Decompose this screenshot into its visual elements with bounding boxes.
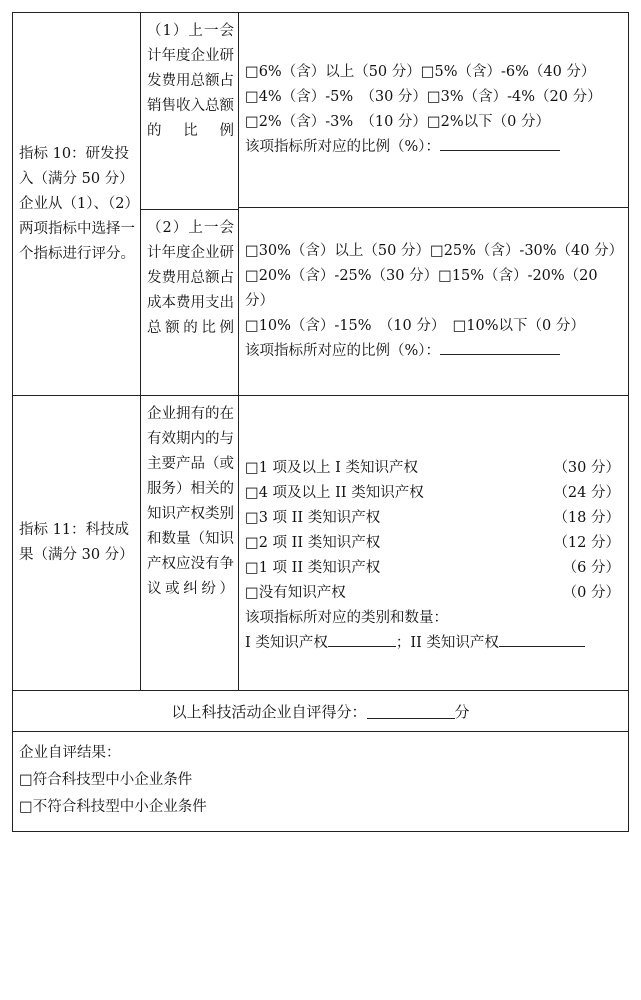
ip-option[interactable]: □没有知识产权 （0 分） — [245, 585, 620, 601]
self-evaluation-option-unqualified[interactable]: □不符合科技型中小企业条件 — [19, 799, 207, 815]
type2-label: II 类知识产权 — [410, 635, 499, 651]
ratio-label: 该项指标所对应的比例（%）： — [245, 139, 441, 155]
option-line — [245, 110, 620, 135]
separator: ； — [395, 635, 411, 651]
count-line — [245, 631, 620, 656]
self-score-row — [13, 691, 628, 732]
self-score-blank[interactable] — [367, 704, 455, 719]
ip-option[interactable]: □3 项 II 类知识产权 （18 分） — [245, 510, 620, 526]
checkbox-option[interactable]: □3%（含）-4%（20 分） — [426, 89, 602, 105]
checkbox-option[interactable]: □4%（含）-5% （30 分） — [245, 89, 427, 105]
indicator-11-options-col — [239, 396, 628, 690]
evaluation-form — [12, 12, 629, 832]
indicator-11-title-cell — [13, 396, 141, 690]
ratio-blank[interactable] — [440, 340, 560, 355]
count-label: 该项指标所对应的类别和数量： — [245, 610, 448, 626]
indicator-10-options-col — [239, 13, 628, 395]
ratio-blank[interactable] — [440, 136, 560, 151]
indicator-11-row — [13, 396, 628, 691]
checkbox-option[interactable]: □2%（含）-3% （10 分） — [245, 114, 427, 130]
indicator-10-desc-col — [141, 13, 239, 395]
ratio-line — [245, 135, 620, 160]
indicator-11-title: 指标 11：科技成果（满分 30 分） — [19, 522, 134, 563]
ratio-line — [245, 339, 620, 364]
ip-option[interactable]: □2 项 II 类知识产权 （12 分） — [245, 535, 620, 551]
type1-label: I 类知识产权 — [245, 635, 328, 651]
indicator-11-options — [239, 396, 628, 690]
indicator-10-sub2-options — [239, 207, 628, 395]
ip-option[interactable]: □1 项及以上 I 类知识产权 （30 分） — [245, 460, 620, 476]
indicator-10-title: 指标 10：研发投入（满分 50 分）企业从（1）、（2）两项指标中选择一个指标进行评分。 — [19, 145, 135, 262]
indicator-10-sub1-desc: （1）上一会计年度企业研发费用总额占销售收入总额的比例 — [147, 23, 234, 139]
indicator-11-desc: 企业拥有的在有效期内的与主要产品（或服务）相关的知识产权类别和数量（知识产权应没有争议或纠纷） — [147, 406, 234, 597]
ratio-label: 该项指标所对应的比例（%）： — [245, 343, 441, 359]
type2-blank[interactable] — [499, 632, 585, 647]
checkbox-option[interactable]: □20%（含）-25%（30 分）□15%（含）-20%（20 分） — [245, 268, 598, 309]
self-evaluation — [13, 732, 628, 831]
ip-option[interactable]: □4 项及以上 II 类知识产权 （24 分） — [245, 485, 620, 501]
ip-option[interactable]: □1 项 II 类知识产权 （6 分） — [245, 560, 620, 576]
checkbox-option[interactable]: □10%（含）-15% （10 分） □10%以下（0 分） — [245, 318, 585, 334]
indicator-10-sub2-desc: （2）上一会计年度企业研发费用总额占成本费用支出总额的比例 — [141, 209, 238, 395]
self-evaluation-label: 企业自评结果： — [19, 745, 121, 761]
self-score-unit: 分 — [454, 702, 470, 721]
self-evaluation-option-qualified[interactable]: □符合科技型中小企业条件 — [19, 772, 193, 788]
option-line — [245, 85, 620, 110]
indicator-10-title-cell — [13, 13, 141, 395]
option-line — [245, 60, 620, 85]
indicator-10-row — [13, 13, 628, 396]
indicator-11-desc-col — [141, 396, 239, 690]
checkbox-option[interactable]: □30%（含）以上（50 分）□25%（含）-30%（40 分） — [245, 243, 624, 259]
checkbox-option[interactable]: □2%以下（0 分） — [426, 114, 550, 130]
checkbox-option[interactable]: □6%（含）以上（50 分） — [245, 64, 421, 80]
type1-blank[interactable] — [328, 632, 396, 647]
indicator-10-sub1-options — [239, 13, 628, 207]
checkbox-option[interactable]: □5%（含）-6%（40 分） — [420, 64, 596, 80]
self-score-label: 以上科技活动企业自评得分： — [171, 702, 367, 721]
